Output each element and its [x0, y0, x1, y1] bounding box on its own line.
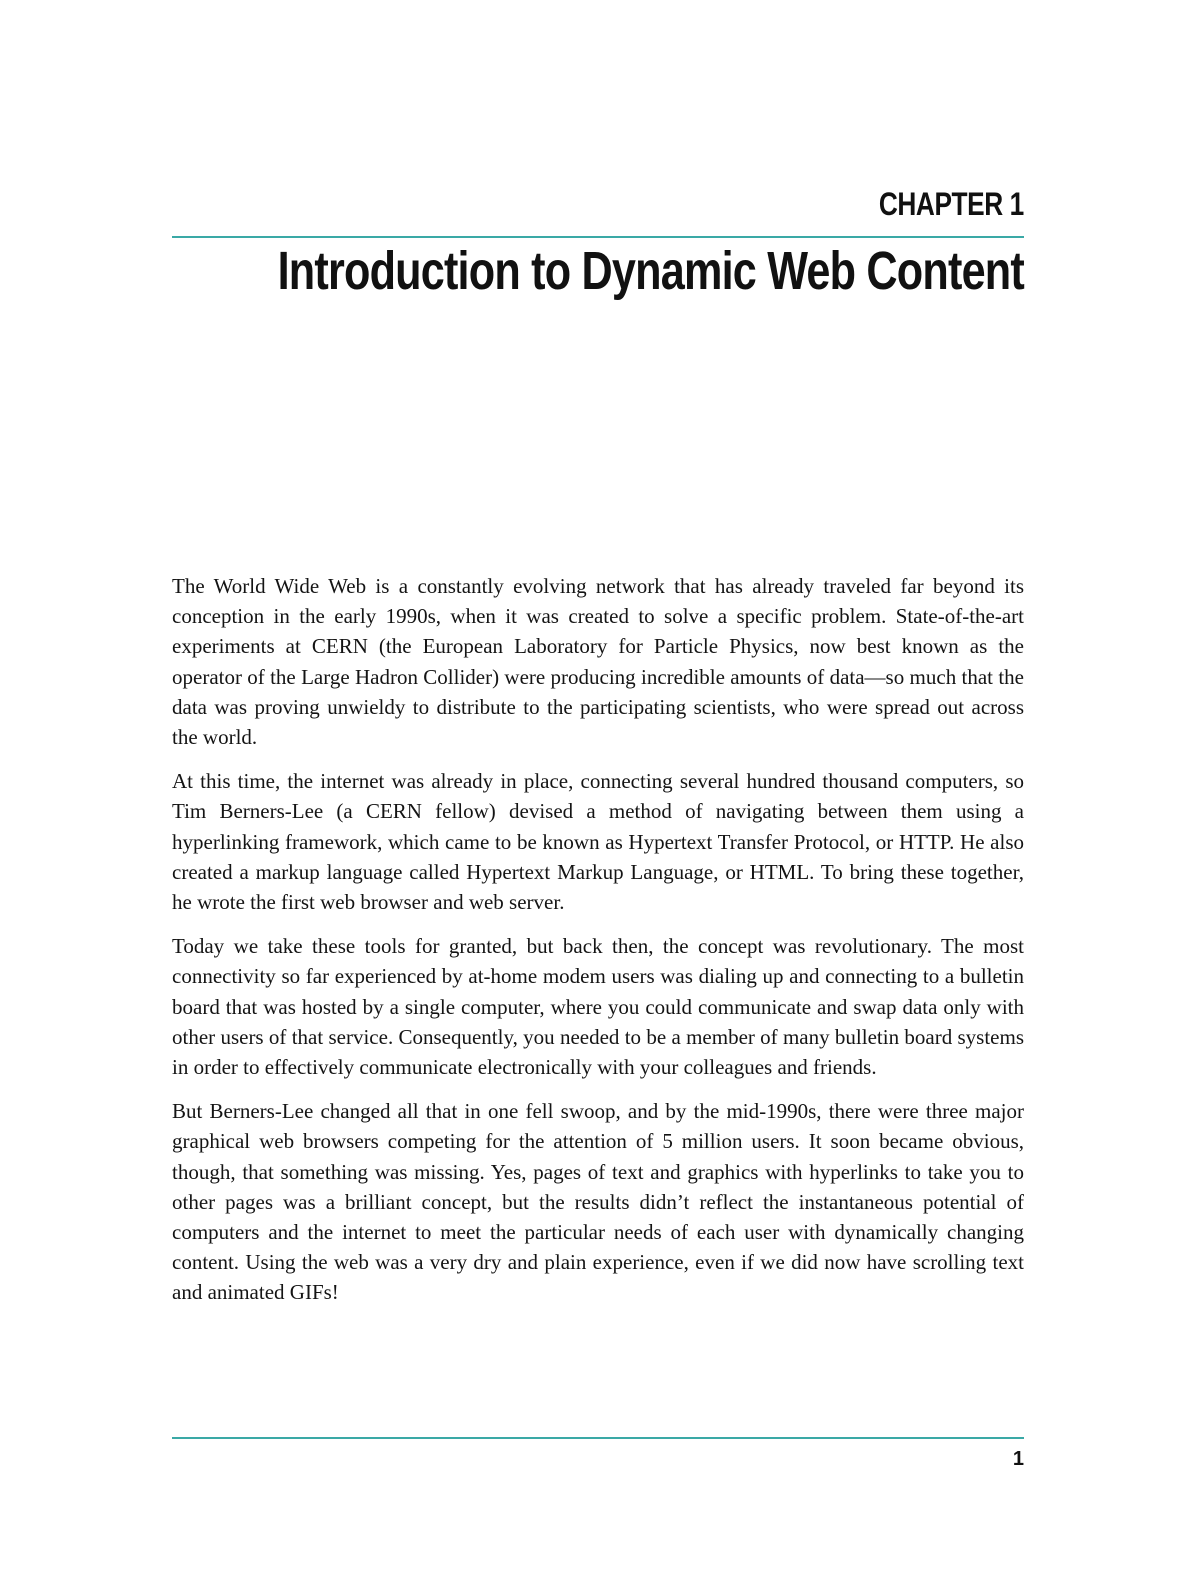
paragraph: Today we take these tools for granted, but back then, the concept was revolutionary. The most connectivity so far experienced by at-home modem users was dialing up and connecting to a bulletin board that was hosted by a single computer, where you could communicate and swap data only with other users of that service. Consequently, you needed to be a member of many bulletin board systems in order to effectively communicate electronically with your colleagues and friends. [172, 934, 1024, 1080]
footer-rule [172, 1437, 1024, 1439]
page-number: 1 [1012, 1448, 1024, 1470]
paragraph: The World Wide Web is a constantly evolving network that has already traveled far beyond its conception in the early 1990s, when it was created to solve a specific problem. State-of-the-art experiments at CERN (the European Laboratory for Particle Physics, now best known as the operator of the Large Hadron Collider) were producing incredible amounts of data—so much that the data was proving unwieldy to distribute to the participating scientists, who were spread out across the world. [172, 574, 1024, 750]
paragraph: But Berners-Lee changed all that in one fell swoop, and by the mid-1990s, there were three major graphical web browsers competing for the attention of 5 million users. It soon became obvious, though, that something was missing. Yes, pages of text and graphics with hyperlinks to take you to other pages was a brilliant concept, but the results didn’t reflect the instantaneous potential of computers and the internet to meet the particular needs of each user with dynamically changing content. Using the web was a very dry and plain experience, even if we did now have scrolling text and animated GIFs! [172, 1099, 1024, 1305]
chapter-title: Introduction to Dynamic Web Content [277, 241, 1024, 301]
paragraph: At this time, the internet was already in place, connecting several hundred thousand computers, so Tim Berners-Lee (a CERN fellow) devised a method of navigating between them using a hyperlinking framework, which came to be known as Hypertext Transfer Protocol, or HTTP. He also created a markup language called Hypertext Markup Language, or HTML. To bring these together, he wrote the first web browser and web server. [172, 769, 1024, 915]
header-rule [172, 236, 1024, 238]
chapter-label: CHAPTER 1 [878, 186, 1024, 222]
body-text [172, 571, 1024, 1322]
